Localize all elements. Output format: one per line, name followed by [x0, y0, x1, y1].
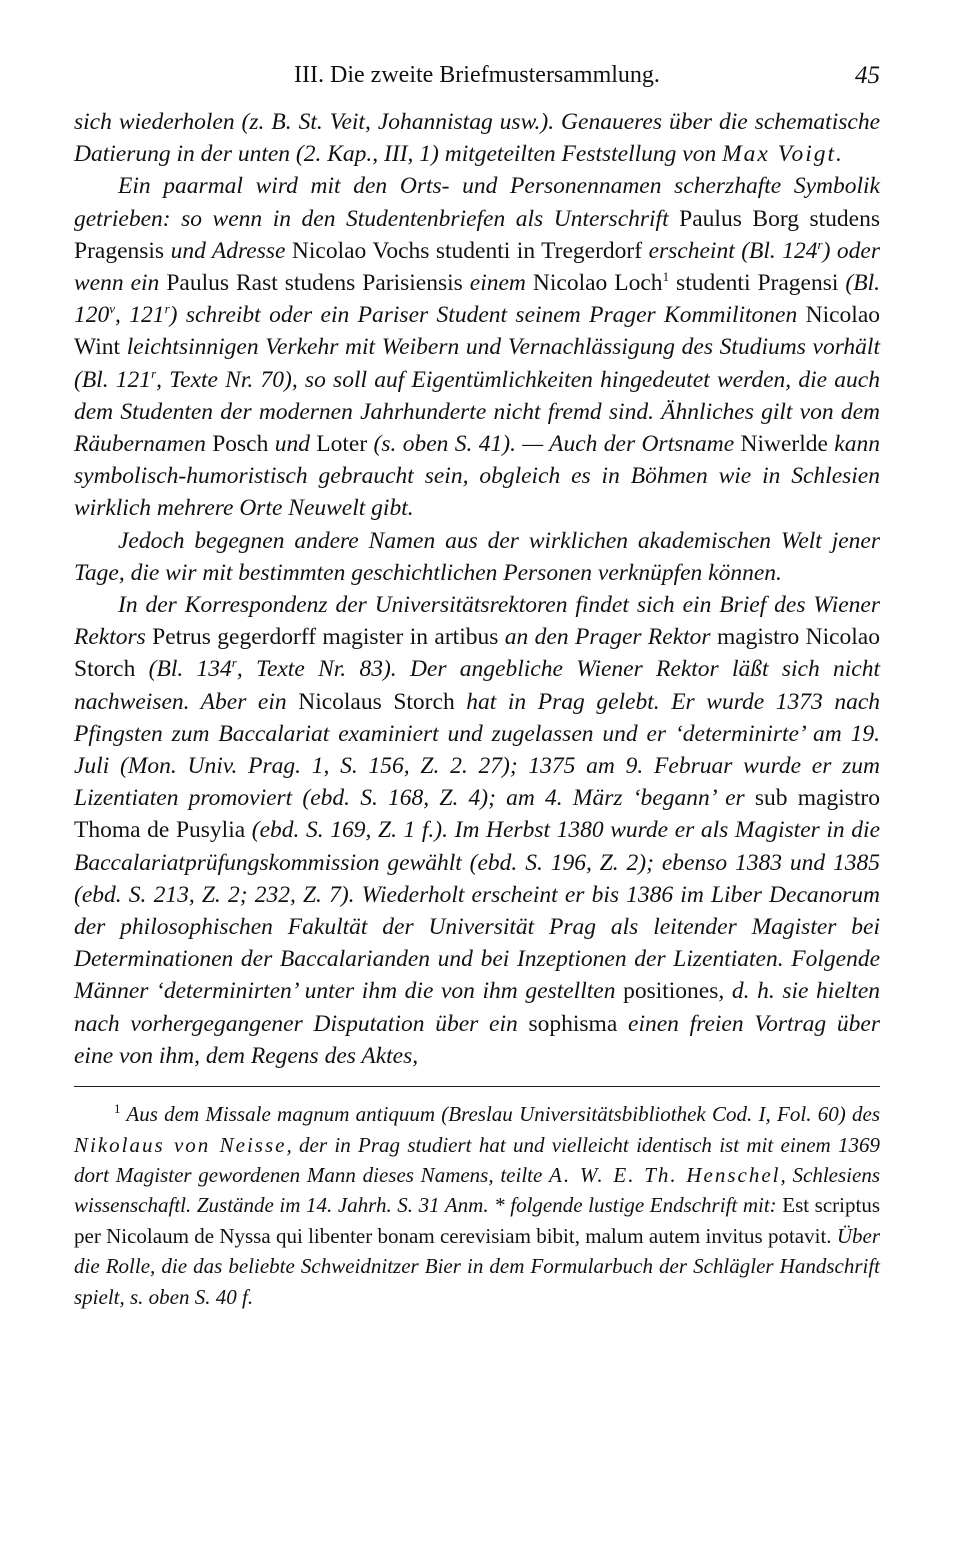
- text-run: In der Korrespondenz der Universitätsrektoren findet sich ein Brief des Wiener Rektors: [74, 592, 880, 651]
- text-run: einen freien Vortrag über eine von ihm, dem Regens des Aktes,: [74, 1010, 880, 1069]
- text-run: Max Voigt: [722, 141, 837, 168]
- text-run: Nicolao Vochs studenti in Tregerdorf: [291, 237, 649, 264]
- text-run: an den Prager Rektor: [504, 624, 717, 651]
- text-run: (Bl. 120: [74, 270, 880, 329]
- superscript: r: [817, 236, 823, 252]
- text-run: , d. h. sie hielten nach vorhergegangener Disputation über ein: [74, 978, 880, 1037]
- text-run: leichtsinnigen Verkehr mit Weibern und Vernachlässigung des Studiums vorhält (Bl. 121: [74, 334, 880, 393]
- text-run: Nicolao Wint: [74, 302, 881, 361]
- text-run: Nikolaus von Neisse: [74, 1132, 287, 1157]
- footnote: [74, 1099, 880, 1312]
- text-run: studenti Pragensi: [669, 270, 846, 297]
- text-run: , der in Prag studiert hat und vielleicht identisch ist mit einem 1369 dort Magister gewordenen Mann dieses Namens, teilte: [74, 1132, 880, 1187]
- paragraph: [74, 589, 880, 1072]
- superscript: r: [164, 301, 170, 317]
- text-run: Ein paarmal wird mit den Orts- und Personennamen scherzhafte Symbolik getrieben: so wenn in den Studentenbriefen als Unterschrift: [74, 173, 880, 232]
- running-header: [74, 56, 880, 96]
- page-number: 45: [855, 62, 880, 89]
- text-run: ) schreibt oder ein Pariser Student seinem Prager Kommilitonen: [169, 302, 806, 329]
- text-run: Nicolao Loch: [532, 270, 663, 297]
- paragraph: [74, 106, 880, 170]
- text-run: einem: [469, 270, 533, 297]
- text-run: sich wiederholen (z. B. St. Veit, Johannistag usw.). Genaueres über die schematische Datierung in der unten (2. Kap., III, 1) mitgeteilten Feststellung von: [74, 109, 880, 168]
- superscript: v: [109, 301, 116, 317]
- paragraph: [74, 170, 880, 524]
- text-run: sophisma: [528, 1010, 629, 1037]
- superscript: 1: [662, 269, 670, 285]
- footnotes: [74, 1099, 880, 1312]
- paragraph: [74, 525, 880, 589]
- text-run: und Adresse: [170, 237, 292, 264]
- superscript: 1: [114, 1101, 121, 1117]
- text-run: Posch: [212, 431, 275, 458]
- text-run: Über die Rolle, die das beliebte Schweidnitzer Bier in dem Formularbuch der Schlägler Handschrift spielt, s. oben S. 40 f.: [74, 1223, 880, 1309]
- text-run: ) oder wenn ein: [74, 237, 881, 297]
- page: [74, 56, 880, 1312]
- text-run: Est scriptus per Nicolaum de Nyssa qui libenter bonam cerevisiam bibit, malum autem invitus potavit.: [74, 1193, 880, 1248]
- text-run: (ebd. S. 169, Z. 1 f.). Im Herbst 1380 wurde er als Magister in die Baccalariatprüfungskommission gewählt (ebd. S. 196, Z. 2); ebenso 1383 und 1385 (ebd. S. 213, Z. 2; 232, Z. 7). Wiederholt erscheint er bis 1386 im Liber Decanorum der philosophischen Fakultät der Universität Prag als leitender Magister bei Determinationen der Baccalarianden und bei Inzeptionen der Lizentiaten. Folgende Männer ‘determinirten’ unter ihm die von ihm gestellten: [74, 817, 880, 1005]
- text-run: Niwerlde: [740, 431, 835, 458]
- text-run: kann symbolisch-humoristisch gebraucht sein, obgleich es in Böhmen wie in Schlesien wirklich mehrere Orte Neuwelt gibt.: [74, 431, 880, 522]
- superscript: r: [151, 365, 157, 381]
- text-run: Aus dem Missale magnum antiquum (Breslau Universitätsbibliothek Cod. I, Fol. 60) des: [120, 1102, 880, 1127]
- text-run: Petrus gegerdorff magister in artibus: [152, 624, 505, 651]
- text-run: Nicolaus Storch: [298, 688, 467, 715]
- text-run: A. W. E. Th. Henschel: [549, 1162, 781, 1187]
- main-text: [74, 106, 880, 1072]
- text-run: hat in Prag gelebt. Er wurde 1373 nach Pfingsten zum Baccalariat examiniert und zugelassen und er ‘determinirte’ am 19. Juli (Mon. Univ. Prag. 1, S. 156, Z. 2. 27); 1375 am 9. Februar wurde er zum Lizentiaten promoviert (ebd. S. 168, Z. 4); am 4. März ‘begann’ er: [74, 688, 880, 812]
- superscript: r: [231, 655, 237, 671]
- text-run: , Texte Nr. 70), so soll auf Eigentümlichkeiten hingedeutet werden, die auch dem Studenten der modernen Jahrhunderte nicht fremd sind. Ähnliches gilt von dem Räubernamen: [74, 366, 880, 458]
- text-run: erscheint (Bl. 124: [648, 237, 818, 264]
- text-run: positiones: [623, 978, 719, 1005]
- footnote-divider: [74, 1086, 880, 1087]
- text-run: (Bl. 134: [148, 656, 232, 683]
- text-run: und: [274, 431, 317, 458]
- text-run: Paulus Borg studens Pragensis: [74, 205, 881, 264]
- text-run: magistro Nicolao Storch: [74, 624, 880, 683]
- text-run: (s. oben S. 41). — Auch der Ortsname: [373, 431, 741, 458]
- text-run: .: [836, 141, 842, 168]
- text-run: Jedoch begegnen andere Namen aus der wirklichen akademischen Welt jener Tage, die wir mit bestimmten geschichtlichen Personen verknüpfen können.: [74, 527, 880, 586]
- text-run: , 121: [115, 302, 165, 329]
- header-title: III. Die zweite Briefmustersammlung.: [294, 62, 660, 88]
- text-run: , Texte Nr. 83). Der angebliche Wiener Rektor läßt sich nicht nachweisen. Aber ein: [74, 656, 880, 715]
- text-run: , Schlesiens wissenschaftl. Zustände im 14. Jahrh. S. 31 Anm. * folgende lustige Endschrift mit:: [74, 1162, 880, 1218]
- text-run: Loter: [316, 431, 374, 458]
- text-run: sub magistro Thoma de Pusylia: [74, 785, 880, 844]
- text-run: Paulus Rast studens Parisiensis: [166, 270, 470, 297]
